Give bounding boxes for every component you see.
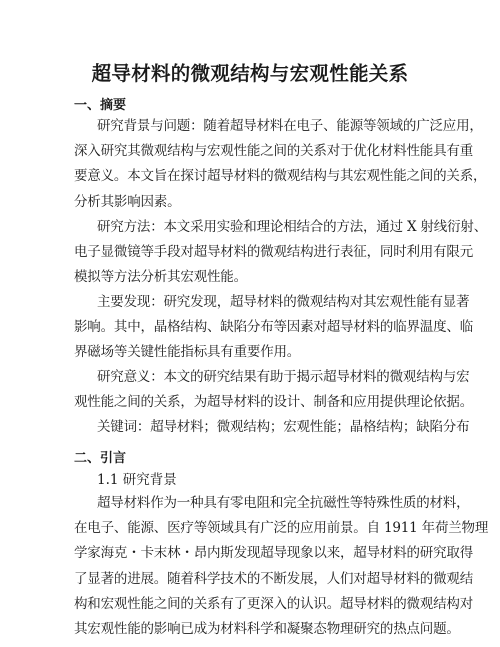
introduction-heading: 二、引言 — [74, 451, 127, 466]
text-line: 观性能之间的关系，为超导材料的设计、制备和应用提供理论依据。 — [74, 394, 473, 411]
text-line: 在电子、能源、医疗等领域具有广泛的应用前景。自 1911 年荷兰物理 — [74, 520, 489, 537]
text-line: 研究方法：本文采用实验和理论相结合的方法，通过 X 射线衍射、 — [97, 219, 487, 235]
document-title: 超导材料的微观结构与宏观性能关系 — [91, 62, 409, 85]
text-line: 影响。其中，晶格结构、缺陷分布等因素对超导材料的临界温度、临 — [74, 319, 473, 336]
text-line: 其宏观性能的影响已成为材料科学和凝聚态物理研究的热点问题。 — [74, 621, 460, 638]
text-line: 深入研究其微观结构与宏观性能之间的关系对于优化材料性能具有重 — [74, 143, 473, 160]
text-line: 学家海克・卡末林・昂内斯发现超导现象以来，超导材料的研究取得 — [74, 545, 473, 562]
text-line: 研究背景与问题：随着超导材料在电子、能源等领域的广泛应用， — [97, 118, 483, 134]
text-line: 要意义。本文旨在探讨超导材料的微观结构与其宏观性能之间的关系， — [74, 168, 487, 185]
text-line: 界磁场等关键性能指标具有重要作用。 — [74, 344, 301, 361]
abstract-heading: 一、摘要 — [74, 98, 127, 113]
text-line: 超导材料作为一种具有零电阻和完全抗磁性等特殊性质的材料， — [97, 495, 470, 511]
keywords-line — [74, 415, 470, 440]
keywords-text: 关键词：超导材料；微观结构；宏观性能；晶格结构；缺陷分布 — [97, 419, 470, 435]
research-background-subheading: 1.1 研究背景 — [97, 472, 177, 488]
text-line: 分析其影响因素。 — [74, 193, 181, 210]
text-line: 了显著的进展。随着科学技术的不断发展，人们对超导材料的微观结 — [74, 570, 473, 587]
text-line: 电子显微镜等手段对超导材料的微观结构进行表征，同时利用有限元 — [74, 244, 473, 261]
abstract-background-paragraph — [74, 114, 487, 215]
introduction-paragraph — [74, 491, 489, 642]
abstract-findings-paragraph — [74, 290, 473, 366]
text-line: 主要发现：研究发现，超导材料的微观结构对其宏观性能有显著 — [97, 294, 470, 310]
text-line: 构和宏观性能之间的关系有了更深入的认识。超导材料的微观结构对 — [74, 595, 473, 612]
text-line: 模拟等方法分析其宏观性能。 — [74, 269, 247, 286]
abstract-method-paragraph — [74, 215, 487, 291]
abstract-significance-paragraph — [74, 365, 473, 415]
text-line: 研究意义：本文的研究结果有助于揭示超导材料的微观结构与宏 — [97, 369, 470, 385]
